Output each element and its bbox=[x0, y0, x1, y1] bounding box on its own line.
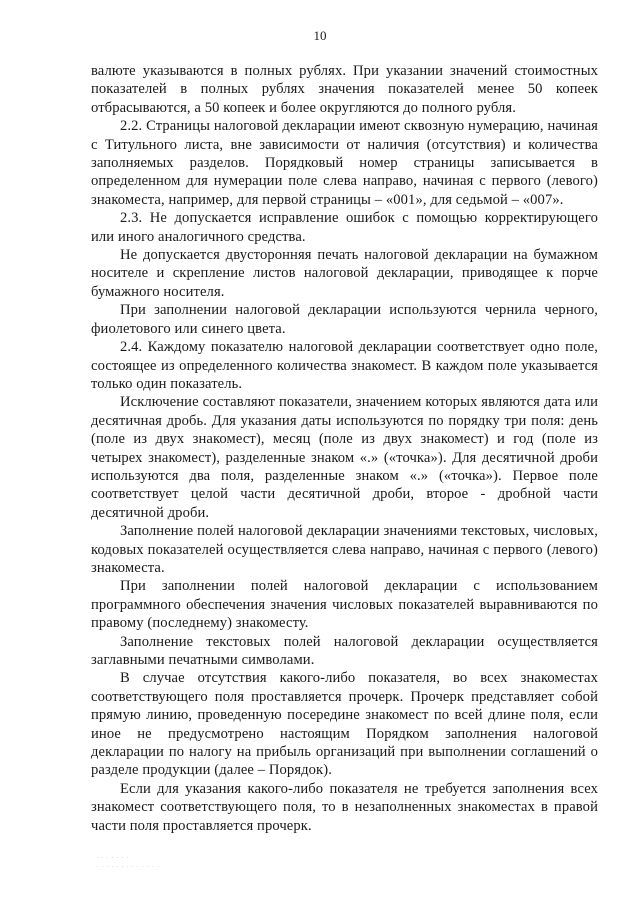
paragraph-ink-colors: При заполнении налоговой декларации используются чернила черного, фиолетового или синего цвета. bbox=[91, 302, 598, 337]
document-body bbox=[91, 62, 598, 835]
faint-scan-stamp: · · · · · · · · · · · · · · · · · · · · bbox=[96, 854, 160, 871]
paragraph-fill-left-to-right: Заполнение полей налоговой декларации значениями текстовых, числовых, кодовых показателей осуществляется слева направо, начиная с первого (левого) знакоместа. bbox=[91, 523, 598, 576]
paragraph-capital-letters: Заполнение текстовых полей налоговой декларации осуществляется заглавными печатными символами. bbox=[91, 633, 598, 668]
paragraph-2-3-no-corrections: 2.3. Не допускается исправление ошибок с помощью корректирующего или иного аналогичного средства. bbox=[91, 210, 598, 245]
paragraph-date-decimal-exception: Исключение составляют показатели, значением которых являются дата или десятичная дробь. Для указания даты используются по порядку три поля: день (поле из двух знакомест), месяц (поле из двух знакомест) и год (поле из четырех знакомест), разделенные знаком «.» («точка»). Для десятичной дроби используются два поля, разделенные знаком «.» («точка»). Первое поле соответствует целой части десятичной дроби, второе - дробной части десятичной дроби. bbox=[91, 394, 598, 521]
paragraph-dash-missing-value: В случае отсутствия какого-либо показателя, во всех знакоместах соответствующего поля проставляется прочерк. Прочерк представляет собой прямую линию, проведенную посередине знакомест по всей длине поля, если иное не предусмотрено настоящим Порядком заполнения налоговой декларации по налогу на прибыль организаций при выполнении соглашений о разделе продукции (далее – Порядок). bbox=[91, 670, 598, 779]
paragraph-rounding: валюте указываются в полных рублях. При указании значений стоимостных показателей в полных рублях значения показателей менее 50 копеек отбрасываются, а 50 копеек и более округляются до полного рубля. bbox=[91, 63, 598, 116]
paragraph-2-2-page-numbering: 2.2. Страницы налоговой декларации имеют сквозную нумерацию, начиная с Титульного листа, вне зависимости от наличия (отсутствия) и количества заполняемых разделов. Порядковый номер страницы записывается в определенном для нумерации поле слева направо, начиная с первого (левого) знакоместа, например, для первой страницы – «001», для седьмой – «007». bbox=[91, 118, 598, 208]
paragraph-software-right-align: При заполнении полей налоговой декларации с использованием программного обеспечения значения числовых показателей выравниваются по правому (последнему) знакоместу. bbox=[91, 578, 598, 632]
page-number: 10 bbox=[313, 28, 327, 43]
paragraph-2-4-one-value-per-field: 2.4. Каждому показателю налоговой декларации соответствует одно поле, состоящее из определенного количества знакомест. В каждом поле указывается только один показатель. bbox=[91, 339, 598, 392]
paragraph-no-duplex-printing: Не допускается двусторонняя печать налоговой декларации на бумажном носителе и скрепление листов налоговой декларации, приводящее к порче бумажного носителя. bbox=[91, 247, 598, 300]
paragraph-dash-unfilled-cells: Если для указания какого-либо показателя не требуется заполнения всех знакомест соответствующего поля, то в незаполненных знакоместах в правой части поля проставляется прочерк. bbox=[91, 780, 598, 834]
